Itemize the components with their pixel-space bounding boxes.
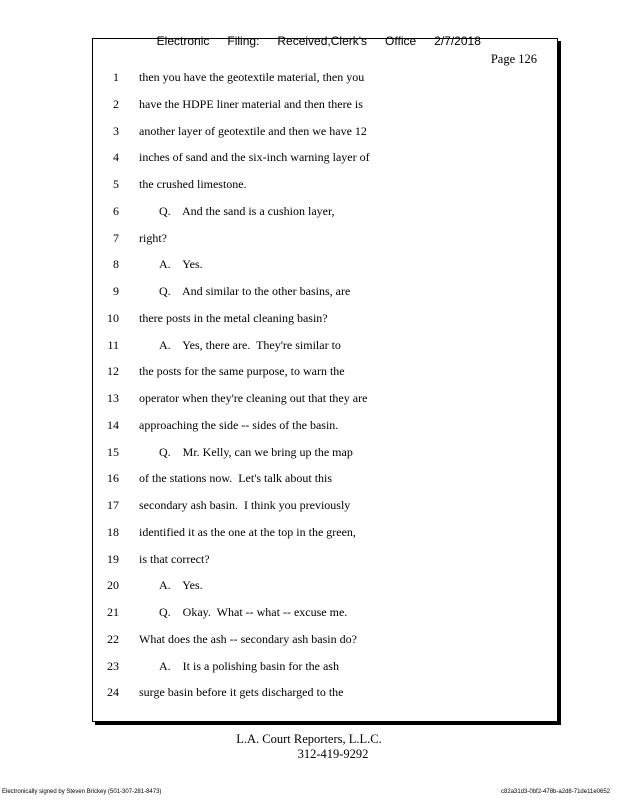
transcript-line xyxy=(93,391,557,418)
document-hash: c82a31d3-0bf2-478b-a2d8-71de11e0652 xyxy=(501,789,610,795)
line-number: 13 xyxy=(107,391,119,405)
line-number: 21 xyxy=(107,605,119,619)
transcript-line xyxy=(93,338,557,365)
line-number: 23 xyxy=(107,658,119,673)
transcript-line xyxy=(93,605,557,632)
line-text: secondary ash basin. I think you previously xyxy=(139,498,351,512)
line-number: 20 xyxy=(107,578,119,593)
line-text: What does the ash -- secondary ash basin do? xyxy=(139,631,357,646)
line-text: Q. Okay. What -- what -- excuse me. xyxy=(159,605,348,619)
line-number: 7 xyxy=(113,230,119,245)
line-text: A. Yes, there are. They're similar to xyxy=(159,337,341,352)
line-number: 16 xyxy=(107,471,119,486)
line-number: 9 xyxy=(113,284,119,298)
transcript-line xyxy=(93,685,557,712)
filing-word-1: Electronic xyxy=(156,34,210,48)
line-number: 2 xyxy=(113,96,119,111)
line-text: inches of sand and the six-inch warning layer of xyxy=(139,150,370,165)
transcript-line xyxy=(93,364,557,391)
line-text: the posts for the same purpose, to warn the xyxy=(139,364,345,379)
e-signature: Electronically signed by Steven Brickey (501-307-281-8473) xyxy=(2,789,162,795)
line-text: then you have the geotextile material, then you xyxy=(139,70,365,84)
transcript-line xyxy=(93,659,557,686)
line-number: 22 xyxy=(107,631,119,646)
transcript-line xyxy=(93,177,557,204)
reporter-name: L.A. Court Reporters, L.L.C. xyxy=(236,732,382,746)
line-number: 11 xyxy=(107,337,119,352)
line-text: Q. And similar to the other basins, are xyxy=(159,284,351,298)
line-text: A. It is a polishing basin for the ash xyxy=(159,658,339,673)
filing-word-3: Received,Clerk's xyxy=(277,34,368,48)
transcript-line xyxy=(93,552,557,579)
transcript-line xyxy=(93,284,557,311)
line-text: another layer of geotextile and then we have 12 xyxy=(139,123,367,138)
filing-word-2: Filing: xyxy=(227,34,260,48)
transcript-line xyxy=(93,525,557,552)
line-text: identified it as the one at the top in the green, xyxy=(139,524,356,539)
line-number: 14 xyxy=(107,417,119,432)
line-text: A. Yes. xyxy=(159,578,203,593)
line-text: there posts in the metal cleaning basin? xyxy=(139,310,328,325)
filing-date: 2/7/2018 xyxy=(434,34,481,48)
transcript-line xyxy=(93,70,557,97)
transcript-line xyxy=(93,471,557,498)
line-number: 15 xyxy=(107,444,119,459)
line-number: 6 xyxy=(113,203,119,218)
line-number: 18 xyxy=(107,524,119,539)
transcript-line xyxy=(93,150,557,177)
line-text: have the HDPE liner material and then there is xyxy=(139,96,363,111)
line-number: 12 xyxy=(107,364,119,379)
reporter-phone: 312-419-9292 xyxy=(297,747,369,761)
transcript-line xyxy=(93,578,557,605)
line-number: 19 xyxy=(107,551,119,566)
line-number: 10 xyxy=(107,310,119,325)
transcript-line xyxy=(93,418,557,445)
line-text: surge basin before it gets discharged to the xyxy=(139,685,344,700)
line-text: right? xyxy=(139,230,167,245)
line-text: the crushed limestone. xyxy=(139,177,247,191)
line-number: 24 xyxy=(107,685,119,700)
transcript-line xyxy=(93,498,557,525)
line-text: Q. Mr. Kelly, can we bring up the map xyxy=(159,444,353,459)
transcript-line xyxy=(93,97,557,124)
line-text: operator when they're cleaning out that they are xyxy=(139,391,368,405)
transcript-line xyxy=(93,311,557,338)
transcript-line xyxy=(93,632,557,659)
transcript-line xyxy=(93,124,557,151)
line-number: 5 xyxy=(113,177,119,191)
line-text: A. Yes. xyxy=(159,257,203,272)
court-reporter-block xyxy=(0,732,618,762)
filing-word-4: Office xyxy=(385,34,417,48)
line-text: of the stations now. Let's talk about this xyxy=(139,471,333,486)
line-number: 8 xyxy=(113,257,119,272)
line-text: is that correct? xyxy=(139,551,210,566)
line-number: 1 xyxy=(113,70,119,84)
transcript-page xyxy=(92,38,558,722)
page-number: Page 126 xyxy=(490,52,537,66)
transcript-line xyxy=(93,445,557,472)
line-number: 3 xyxy=(113,123,119,138)
line-number: 17 xyxy=(107,498,119,512)
line-text: approaching the side -- sides of the basin. xyxy=(139,417,339,432)
transcript-line xyxy=(93,204,557,231)
transcript-line xyxy=(93,257,557,284)
line-number: 4 xyxy=(113,150,119,165)
line-text: Q. And the sand is a cushion layer, xyxy=(159,203,335,218)
transcript-line xyxy=(93,231,557,258)
